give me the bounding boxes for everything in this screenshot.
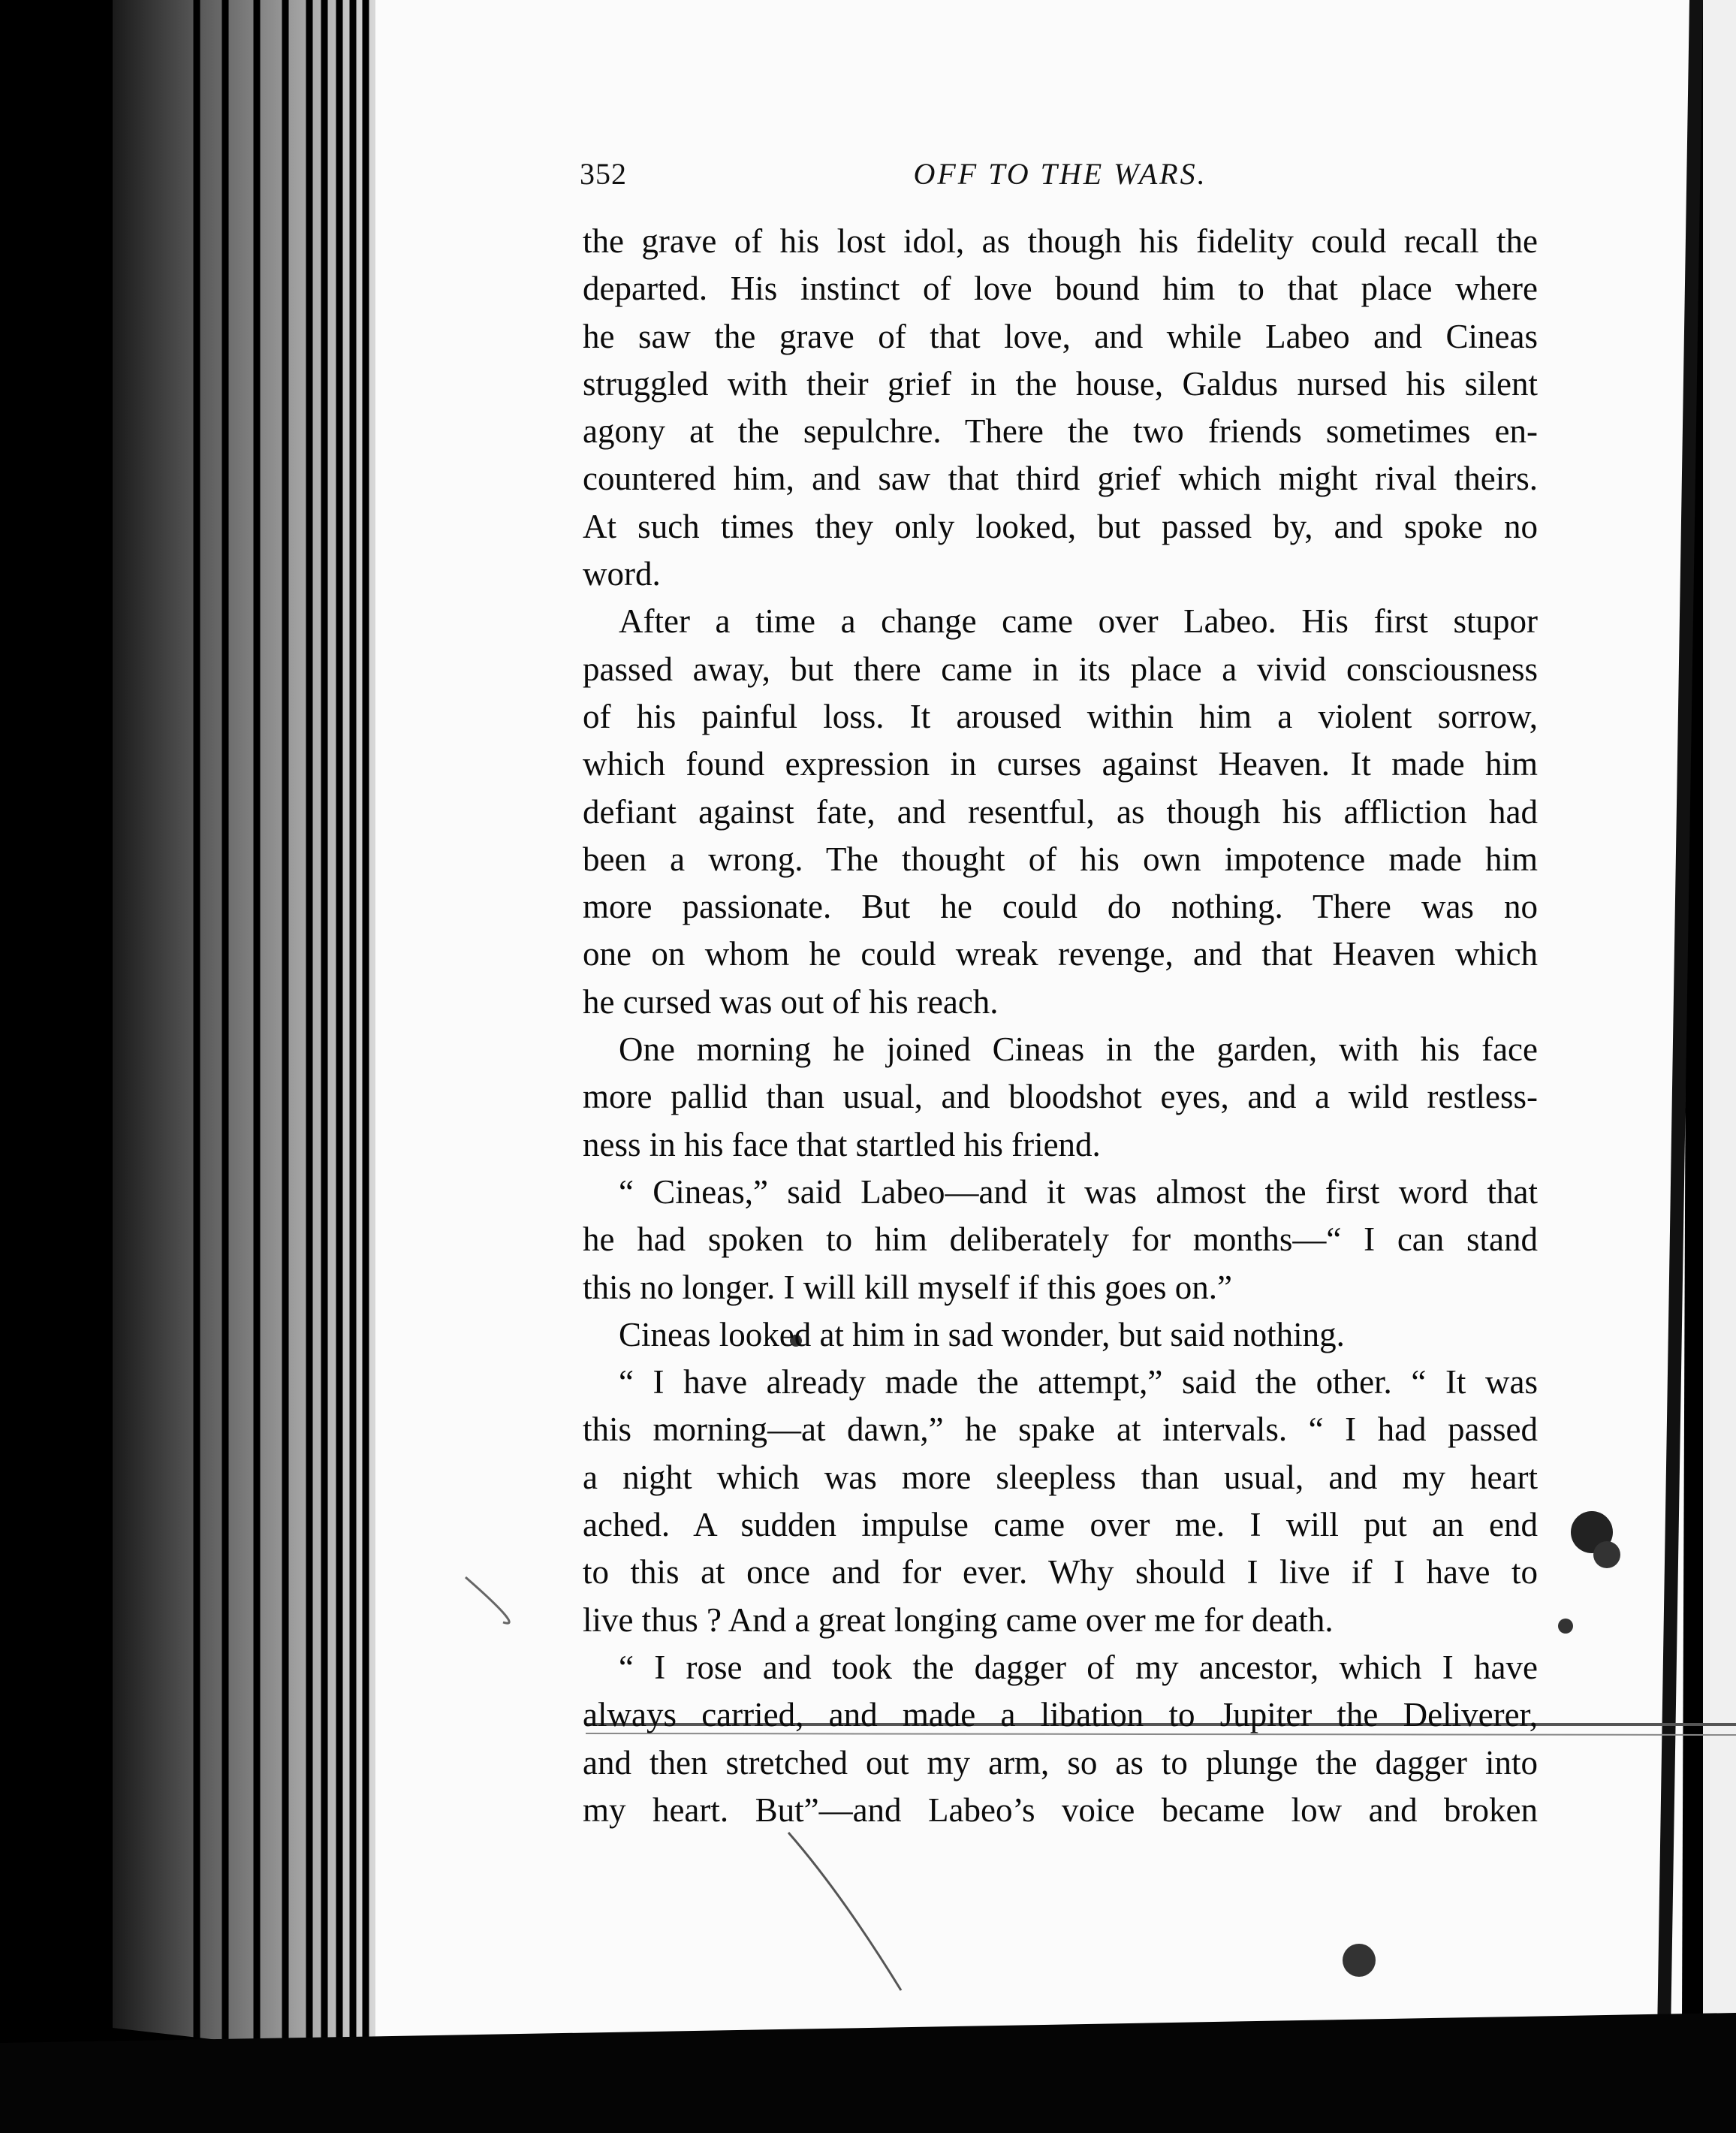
text-line: this morning—at dawn,” he spake at intervals. “ I had passed — [583, 1410, 1538, 1449]
text-line: my heart. But”—and Labeo’s voice became low and broken — [583, 1791, 1538, 1829]
running-head: OFF TO THE WARS. — [913, 157, 1207, 191]
text-line: and then stretched out my arm, so as to plunge the dagger into — [583, 1743, 1538, 1782]
text-line: this no longer. I will kill myself if this goes on.” — [583, 1268, 1232, 1306]
text-line: to this at once and for ever. Why should I live if I have to — [583, 1553, 1538, 1591]
text-line: the grave of his lost idol, as though his fidelity could recall the — [583, 222, 1538, 260]
text-line: a night which was more sleepless than usual, and my heart — [583, 1458, 1538, 1496]
text-line: agony at the sepulchre. There the two friends sometimes en- — [583, 412, 1538, 451]
text-line: “ I rose and took the dagger of my ancestor, which I have — [619, 1648, 1538, 1686]
text-line: which found expression in curses against Heaven. It made him — [583, 745, 1538, 783]
text-line: more pallid than usual, and bloodshot eyes, and a wild restless- — [583, 1078, 1538, 1116]
text-line: Cineas looked at him in sad wonder, but said nothing. — [619, 1315, 1345, 1353]
body-text — [583, 218, 1538, 1834]
text-line: At such times they only looked, but passed by, and spoke no — [583, 507, 1538, 545]
text-line: ness in his face that startled his friend. — [583, 1125, 1101, 1163]
text-line: After a time a change came over Labeo. His first stupor — [619, 602, 1538, 641]
text-line: “ I have already made the attempt,” said the other. “ It was — [619, 1363, 1538, 1401]
text-line: defiant against fate, and resentful, as though his affliction had — [583, 792, 1538, 831]
text-line: he cursed was out of his reach. — [583, 982, 999, 1021]
text-line: struggled with their grief in the house, Galdus nursed his silent — [583, 364, 1538, 403]
text-line: of his painful loss. It aroused within him a violent sorrow, — [583, 697, 1538, 735]
text-line: more passionate. But he could do nothing. There was no — [583, 888, 1538, 926]
page-header — [580, 156, 1541, 201]
text-line: live thus ? And a great longing came over me for death. — [583, 1601, 1334, 1639]
text-line: passed away, but there came in its place a vivid consciousness — [583, 650, 1538, 688]
text-line: “ Cineas,” said Labeo—and it was almost the first word that — [619, 1172, 1538, 1211]
text-line: he saw the grave of that love, and while Labeo and Cineas — [583, 317, 1538, 355]
text-line: always carried, and made a libation to Jupiter the Deliverer, — [583, 1696, 1538, 1734]
text-line: been a wrong. The thought of his own impotence made him — [583, 840, 1538, 878]
text-line: one on whom he could wreak revenge, and that Heaven which — [583, 935, 1538, 973]
text-line: One morning he joined Cineas in the garden, with his face — [619, 1030, 1538, 1069]
text-line: he had spoken to him deliberately for months—“ I can stand — [583, 1220, 1538, 1259]
text-line: countered him, and saw that third grief which might rival theirs. — [583, 460, 1538, 498]
text-line: departed. His instinct of love bound him to that place where — [583, 270, 1538, 308]
page-number: 352 — [580, 157, 627, 191]
text-line: word. — [583, 555, 661, 593]
text-line: ached. A sudden impulse came over me. I will put an end — [583, 1506, 1538, 1544]
